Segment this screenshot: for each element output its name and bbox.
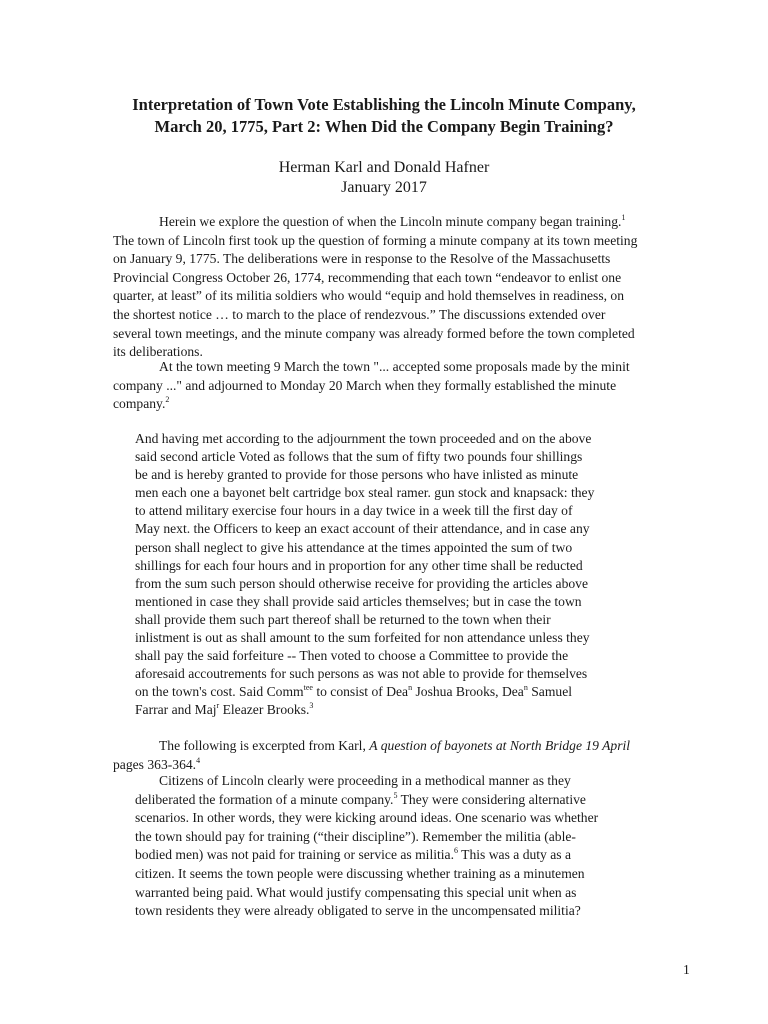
footnote-marker: 5 bbox=[393, 790, 398, 800]
paragraph-line: pages 363-364.$^4$ bbox=[113, 755, 201, 772]
quote-line: person shall neglect to give his attendance at the times appointed the sum of two bbox=[135, 539, 573, 555]
paragraph-line: quarter, at least” of its militia soldiers who would “equip and hold themselves in readiness, on bbox=[113, 288, 624, 304]
quote-line: inlistment is out as shall amount to the sum forfeited for non attendance unless they bbox=[135, 630, 590, 646]
source-title: A question of bayonets at North Bridge 19 April bbox=[369, 738, 631, 753]
paragraph-line: the shortest notice … to march to the place of rendezvous.” The discussions extended over bbox=[113, 306, 606, 322]
quote-line: aforesaid accoutrements for such persons as was not able to provide for themselves bbox=[135, 666, 588, 682]
footnote-marker: 6 bbox=[454, 846, 458, 856]
footnote-marker: 1 bbox=[621, 213, 626, 222]
title-line-1: Interpretation of Town Vote Establishing the Lincoln Minute Company, bbox=[132, 95, 636, 114]
quote-line: be and is hereby granted to provide for those persons who have inlisted as minute bbox=[135, 467, 579, 483]
publication-date: January 2017 bbox=[341, 179, 427, 196]
quote-line: on the town's cost. Said Comm$^{tee}$ to consist of Dea$^n$ Joshua Brooks, Dea$^n$ Samuel bbox=[135, 683, 573, 700]
quote-line: said second article Voted as follows that the sum of fifty two pounds four shillings bbox=[135, 449, 583, 465]
paragraph-line: Citizens of Lincoln clearly were proceeding in a methodical manner as they bbox=[159, 773, 571, 788]
quote-line: men each one a bayonet belt cartridge box steal ramer. gun stock and knapsack: they bbox=[135, 485, 595, 501]
paragraph-line: citizen. It seems the town people were discussing whether training as a minutemen bbox=[135, 865, 585, 881]
quote-line: shillings for each four hours and in proportion for any other time shall be reducted bbox=[135, 557, 583, 573]
block-quote bbox=[135, 430, 594, 720]
paragraph-line: The following is excerpted from Karl, A question of bayonets at North Bridge 19 April bbox=[159, 738, 631, 753]
paragraph-line: deliberated the formation of a minute company.$^5$ They were considering alternative bbox=[135, 790, 586, 807]
paragraph-line: Herein we explore the question of when the Lincoln minute company began training.$^1$ bbox=[159, 213, 626, 229]
paragraph-line: The town of Lincoln first took up the question of forming a minute company at its town meeting bbox=[113, 232, 638, 248]
paragraph-line: company ..." and adjourned to Monday 20 March when they formally established the minute bbox=[113, 377, 617, 393]
paragraph-line: company.$^2$ bbox=[113, 395, 170, 412]
document-title bbox=[100, 94, 668, 138]
quote-line: Farrar and Maj$^r$ Eleazer Brooks.$^3$ bbox=[135, 701, 314, 718]
quote-line: mentioned in case they shall provide said articles themselves; but in case the town bbox=[135, 593, 582, 609]
intro-paragraph bbox=[113, 213, 637, 362]
excerpt-intro-paragraph bbox=[113, 737, 630, 774]
footnote-marker: 4 bbox=[196, 755, 201, 765]
paragraph-line: the town should pay for training (“their discipline”). Remember the militia (able- bbox=[135, 828, 576, 844]
quote-line: shall pay the said forfeiture -- Then voted to choose a Committee to provide the bbox=[135, 648, 569, 664]
quote-line: And having met according to the adjournment the town proceeded and on the above bbox=[135, 431, 592, 446]
paragraph-line: Provincial Congress October 26, 1774, recommending that each town “endeavor to enlist one bbox=[113, 269, 622, 285]
paragraph-line: warranted being paid. What would justify compensating this special unit when as bbox=[135, 884, 577, 900]
quote-line: to attend military exercise four hours in a day twice in a week till the first day of bbox=[135, 503, 573, 519]
page-number: 1 bbox=[683, 962, 690, 977]
paragraph-line: several town meetings, and the minute company was already formed before the town completed bbox=[113, 325, 635, 341]
authors: Herman Karl and Donald Hafner bbox=[278, 159, 490, 176]
paragraph-line: its deliberations. bbox=[113, 344, 203, 360]
paragraph-line: bodied men) was not paid for training or service as militia.$^6$ This was a duty as a bbox=[135, 846, 572, 863]
paragraph-line: town residents they were already obligated to serve in the uncompensated militia? bbox=[135, 903, 581, 919]
paragraph-line: on January 9, 1775. The deliberations were in response to the Resolve of the Massachusetts bbox=[113, 251, 611, 267]
quote-line: May next. the Officers to keep an exact account of their attendance, and in case any bbox=[135, 521, 590, 537]
footnote-marker: 2 bbox=[165, 395, 170, 405]
quote-line: shall provide them such part thereof shall be returned to the town when their bbox=[135, 611, 551, 627]
title-line-2: March 20, 1775, Part 2: When Did the Company Begin Training? bbox=[154, 117, 614, 136]
paragraph-line: At the town meeting 9 March the town "... accepted some proposals made by the minit bbox=[159, 359, 630, 374]
town-meeting-paragraph bbox=[113, 358, 630, 414]
paragraph-line: scenarios. In other words, they were kicking around ideas. One scenario was whether bbox=[135, 810, 599, 826]
footnote-marker: 3 bbox=[309, 701, 314, 711]
excerpt-paragraph bbox=[135, 772, 598, 921]
quote-line: from the sum such person should otherwise receive for providing the articles above bbox=[135, 575, 588, 591]
